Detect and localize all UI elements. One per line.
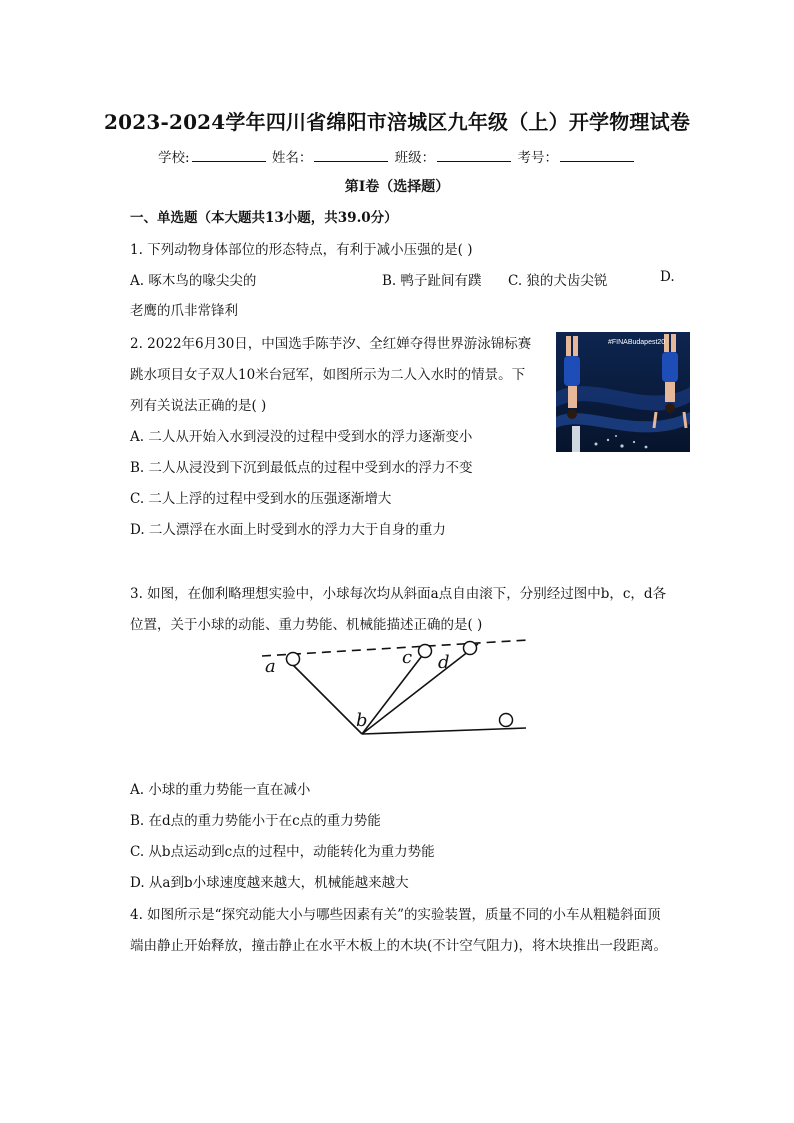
q2-stem-line2: 跳水项目女子双人10米台冠军，如图所示为二人入水时的情景。下 xyxy=(130,367,526,383)
exam-no-blank xyxy=(560,148,634,162)
height-reference-line xyxy=(262,640,528,656)
label-b: b xyxy=(356,710,368,731)
q3-option-a: A. 小球的重力势能一直在减小 xyxy=(130,782,311,798)
q1-stem: 1. 下列动物身体部位的形态特点，有利于减小压强的是( ) xyxy=(130,242,473,258)
exam-no-label: 考号： xyxy=(517,150,558,166)
q1-option-d-text: 老鹰的爪非常锋利 xyxy=(130,303,238,319)
q3-option-d: D. 从a到b小球速度越来越大，机械能越来越大 xyxy=(130,875,409,891)
ball-c xyxy=(419,645,432,658)
q1-option-a: A. 啄木鸟的喙尖尖的 xyxy=(130,273,257,289)
q3-option-b: B. 在d点的重力势能小于在c点的重力势能 xyxy=(130,813,381,829)
q1-option-c: C. 狼的犬齿尖锐 xyxy=(508,273,608,289)
q2-option-c: C. 二人上浮的过程中受到水的压强逐渐增大 xyxy=(130,491,392,507)
student-info-line xyxy=(0,146,794,166)
ball-ground xyxy=(500,714,513,727)
label-a: a xyxy=(265,656,276,677)
q3-stem-line2: 位置，关于小球的动能、重力势能、机械能描述正确的是( ) xyxy=(130,617,483,633)
q4-stem-line2: 端由静止开始释放，撞击静止在水平木板上的木块(不计空气阻力)，将木块推出一段距离。 xyxy=(130,938,668,954)
incline-a-b xyxy=(286,658,362,734)
school-label: 学校: xyxy=(158,150,190,166)
ball-d xyxy=(464,642,477,655)
label-d: d xyxy=(438,652,450,673)
name-label: 姓名： xyxy=(271,150,313,166)
ball-a xyxy=(287,653,300,666)
q2-option-a: A. 二人从开始入水到浸没的过程中受到水的浮力逐渐变小 xyxy=(130,429,473,445)
q2-stem-line3: 列有关说法正确的是( ) xyxy=(130,398,267,414)
section-title: 第Ⅰ卷（选择题） xyxy=(344,179,450,195)
incline-diagram xyxy=(256,634,532,740)
q2-stem-line1: 2. 2022年6月30日，中国选手陈芋汐、全红婵夺得世界游泳锦标赛 xyxy=(130,336,532,352)
name-blank xyxy=(314,148,388,162)
q4-stem-line1: 4. 如图所示是“探究动能大小与哪些因素有关”的实验装置，质量不同的小车从粗糙斜面顶 xyxy=(130,907,661,923)
q3-stem-line1: 3. 如图，在伽利略理想实验中，小球每次均从斜面a点自由滚下，分别经过图中b，c，d各 xyxy=(130,586,667,602)
galileo-incline-figure xyxy=(256,634,532,740)
label-c: c xyxy=(402,647,413,668)
diving-photo xyxy=(556,332,690,452)
class-blank xyxy=(437,148,511,162)
page-title: 2023-2024学年四川省绵阳市涪城区九年级（上）开学物理试卷 xyxy=(103,110,691,134)
part-title: 一、单选题（本大题共13小题，共39.0分） xyxy=(130,210,398,226)
q1-option-d-label: D. xyxy=(660,269,675,285)
horizontal-ground xyxy=(362,728,526,734)
school-blank xyxy=(192,148,266,162)
diving-photo-illustration xyxy=(556,332,690,452)
q2-option-d: D. 二人漂浮在水面上时受到水的浮力大于自身的重力 xyxy=(130,522,446,538)
q1-option-b: B. 鸭子趾间有蹼 xyxy=(382,273,482,289)
photo-hashtag: #FINABudapest20 xyxy=(608,339,666,346)
q3-option-c: C. 从b点运动到c点的过程中，动能转化为重力势能 xyxy=(130,844,435,860)
q2-option-b: B. 二人从浸没到下沉到最低点的过程中受到水的浮力不变 xyxy=(130,460,473,476)
class-label: 班级： xyxy=(394,150,436,166)
